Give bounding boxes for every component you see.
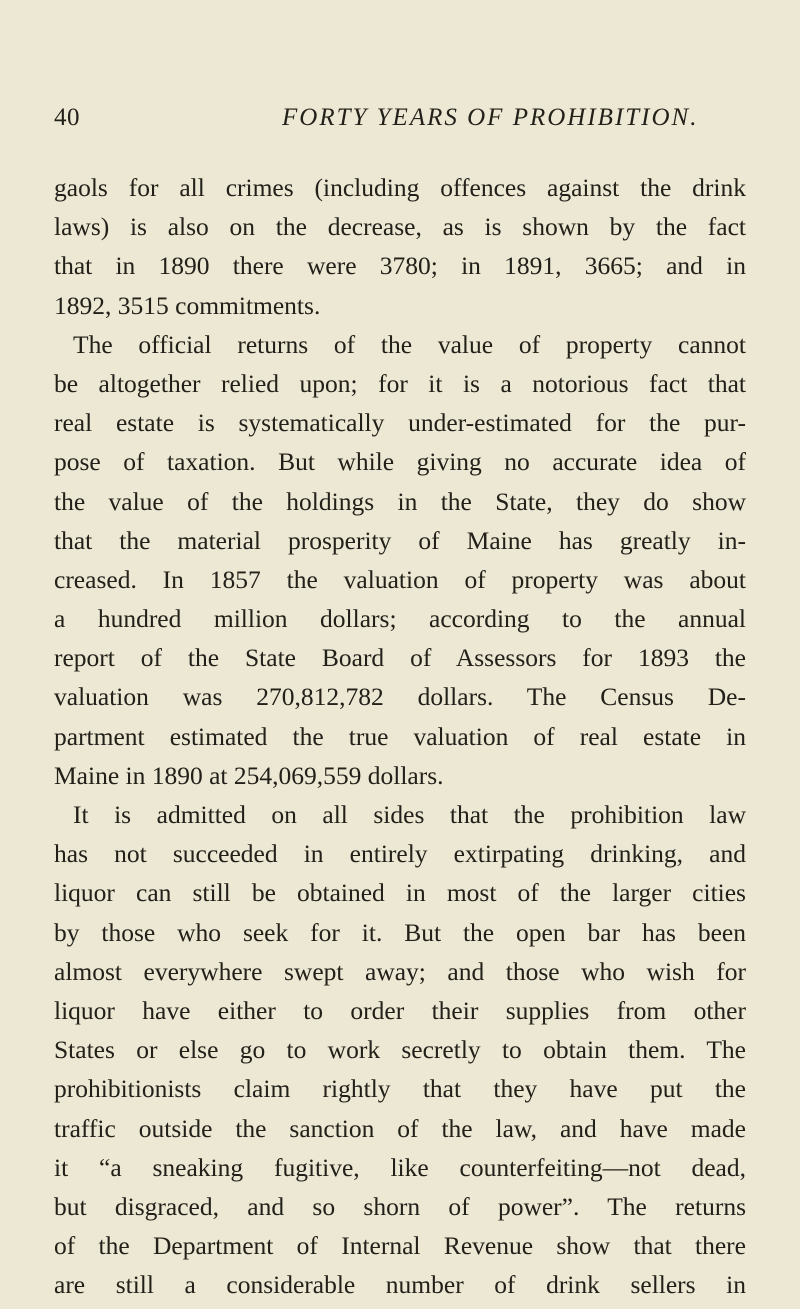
text-line: a hundred million dollars; according to the annual xyxy=(54,604,746,634)
text-line: are still a considerable number of drink sellers in xyxy=(54,1270,746,1300)
text-line: It is admitted on all sides that the prohibition law xyxy=(73,800,746,829)
text-line: liquor can still be obtained in most of the larger cities xyxy=(54,878,746,908)
page-header xyxy=(54,104,744,144)
text-line: real estate is systematically under-estimated for the pur- xyxy=(54,408,746,438)
text-line: be altogether relied upon; for it is a notorious fact that xyxy=(54,368,746,398)
text-line: 1892, 3515 commitments. xyxy=(54,290,321,320)
text-line: creased. In 1857 the valuation of property was about xyxy=(54,564,746,594)
text-line: liquor have either to order their supplies from other xyxy=(54,995,746,1025)
text-line: has not succeeded in entirely extirpating drinking, and xyxy=(54,839,746,869)
text-line: of the Department of Internal Revenue show that there xyxy=(54,1231,746,1261)
text-line: that in 1890 there were 3780; in 1891, 3665; and in xyxy=(54,251,746,281)
text-line: it “a sneaking fugitive, like counterfeiting—not dead, xyxy=(54,1152,746,1182)
text-line: by those who seek for it. But the open bar has been xyxy=(54,917,746,947)
text-line: valuation was 270,812,782 dollars. The Census De- xyxy=(54,682,746,712)
text-line: laws) is also on the decrease, as is shown by the fact xyxy=(54,212,746,242)
running-title: FORTY YEARS OF PROHIBITION. xyxy=(282,104,699,131)
text-line: partment estimated the true valuation of real estate in xyxy=(54,721,746,751)
text-line: the value of the holdings in the State, they do show xyxy=(54,486,746,516)
text-line: but disgraced, and so shorn of power”. The returns xyxy=(54,1191,746,1221)
page-number: 40 xyxy=(54,104,80,131)
text-line: prohibitionists claim rightly that they have put the xyxy=(54,1074,746,1104)
text-line: The official returns of the value of property cannot xyxy=(73,329,746,359)
text-line: traffic outside the sanction of the law, and have made xyxy=(54,1113,746,1143)
body-text xyxy=(54,168,746,1304)
text-line: report of the State Board of Assessors for 1893 the xyxy=(54,643,746,673)
text-line: pose of taxation. But while giving no accurate idea of xyxy=(54,447,746,477)
text-line: gaols for all crimes (including offences against the drink xyxy=(54,173,746,202)
text-line: almost everywhere swept away; and those who wish for xyxy=(54,956,746,986)
text-line: States or else go to work secretly to obtain them. The xyxy=(54,1035,746,1065)
text-line: Maine in 1890 at 254,069,559 dollars. xyxy=(54,760,444,790)
text-line: that the material prosperity of Maine has greatly in- xyxy=(54,525,746,555)
